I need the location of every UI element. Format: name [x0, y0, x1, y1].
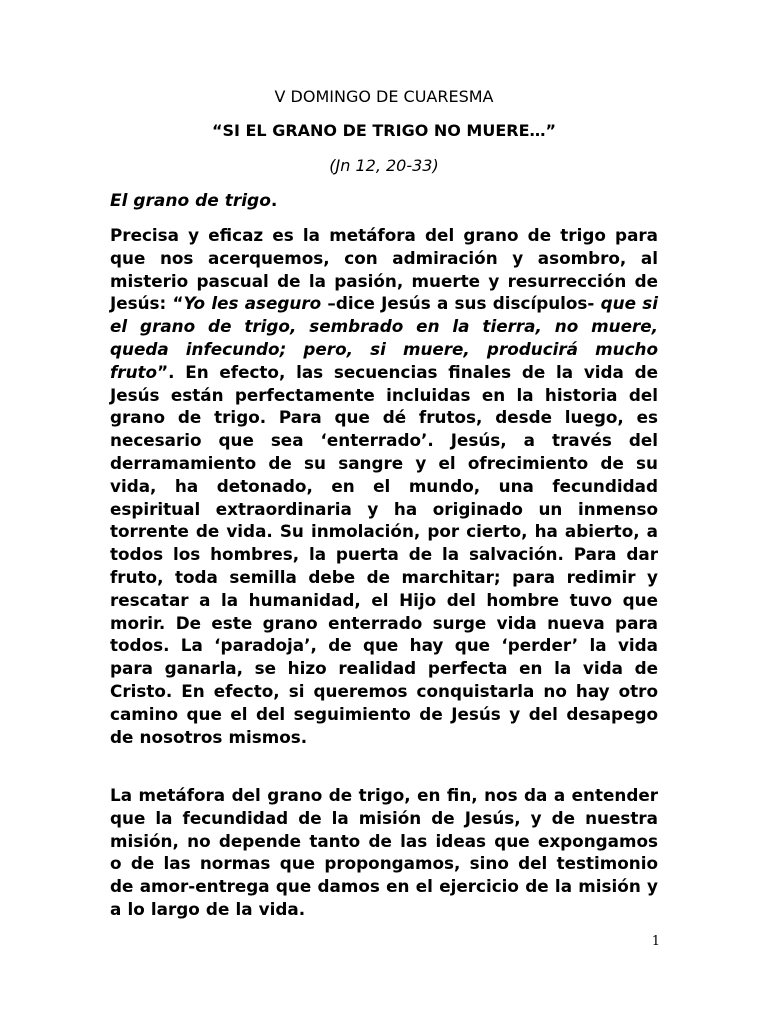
- paragraph-1-quote-2: que si el grano de trigo, sembrado en la tierra, no muere, queda infecundo; pero, si muere, producirá mucho fruto: [110, 293, 658, 382]
- paragraph-1: [110, 224, 658, 748]
- page-number: 1: [651, 934, 660, 949]
- document-title: V DOMINGO DE CUARESMA: [274, 87, 494, 106]
- paragraph-1-rest: ”. En efecto, las secuencias finales de la vida de Jesús están perfectamente incluidas en la historia del grano de trigo. Para que dé frutos, desde luego, es necesario que sea ‘enterrado’. Jesús, a través del derramamiento de su sangre y el ofrecimiento de su vida, ha detonado, en el mundo, una fecundidad espiritual extraordinaria y ha originado un inmenso torrente de vida. Su inmolación, por cierto, ha abierto, a todos los hombres, la puerta de la salvación. Para dar fruto, toda semilla debe de marchitar; para redimir y rescatar a la humanidad, el Hijo del hombre tuvo que morir. De este grano enterrado surge vida nueva para todos. La ‘paradoja’, de que hay que ‘perder’ la vida para ganarla, se hizo realidad perfecta en la vida de Cristo. En efecto, si queremos conquistarla no hay otro camino que el del seguimiento de Jesús y del desapego de nosotros mismos.: [110, 361, 658, 747]
- section-heading-punct: .: [270, 191, 278, 211]
- section-heading: [110, 190, 277, 212]
- section-heading-text: El grano de trigo: [110, 191, 271, 211]
- paragraph-1-intro: Precisa y eficaz es la metáfora del grano de trigo para que nos acerquemos, con admiración y asombro, al misterio pascual de la pasión, muerte y resurrección de Jesús: “: [110, 225, 658, 314]
- paragraph-1-quote-1: Yo les aseguro: [183, 293, 322, 314]
- paragraph-2: La metáfora del grano de trigo, en fin, nos da a entender que la fecundidad de la misión de Jesús, y de nuestra misión, no depende tanto de las ideas que expongamos o de las normas que propongamos, sino del testimonio de amor-entrega que damos en el ejercicio de la misión y a lo largo de la vida.: [110, 785, 658, 919]
- document-subtitle: “SI EL GRANO DE TRIGO NO MUERE…”: [211, 121, 557, 140]
- scripture-reference: (Jn 12, 20-33): [329, 156, 439, 175]
- paragraph-1-mid: –dice Jesús a sus discípulos-: [321, 293, 601, 314]
